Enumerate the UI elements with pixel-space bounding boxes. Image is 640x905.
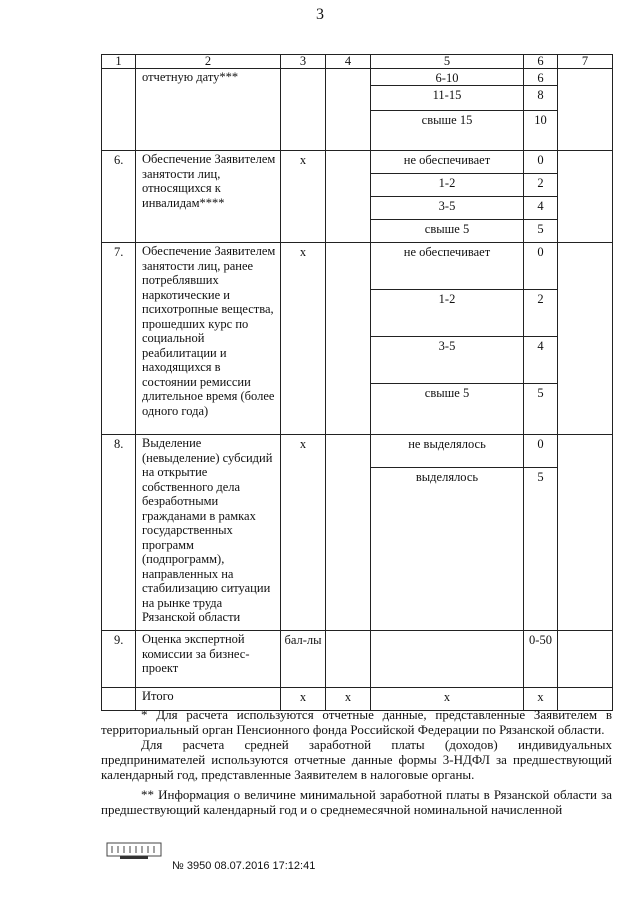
footnote-2: ** Информация о величине минимальной заработной платы в Рязанской области за предшествующий календарный год и о среднемесячной номинальной начисленной	[101, 787, 612, 817]
unit-cell: x	[281, 688, 326, 711]
option-score: 4	[524, 197, 557, 220]
option-text: x	[443, 690, 451, 704]
option-text: 3-5	[371, 197, 523, 220]
weight-cell	[326, 243, 371, 435]
criterion-label: Оценка экспертной комиссии за бизнес-проект	[136, 631, 281, 688]
scores-cell	[524, 631, 558, 688]
option-score: 4	[524, 337, 557, 384]
options-cell	[371, 151, 524, 243]
option-score: 5	[537, 386, 544, 400]
header-cell: 6	[524, 55, 558, 69]
option-score: 8	[524, 86, 557, 111]
option-text: не выделялось	[371, 435, 523, 468]
registration-stamp: № 3950 08.07.2016 17:12:41	[172, 860, 316, 872]
option-score: x	[537, 690, 544, 704]
government-seal-icon	[106, 840, 162, 860]
option-score: 6	[524, 69, 557, 86]
row-number	[102, 69, 136, 151]
unit-cell: x	[281, 435, 326, 631]
table-row	[102, 435, 613, 631]
option-text: 11-15	[371, 86, 523, 111]
weight-cell	[326, 69, 371, 151]
option-text: свыше 5	[424, 222, 470, 236]
option-text: свыше 15	[421, 113, 473, 127]
option-score: 2	[524, 174, 557, 197]
options-cell	[371, 243, 524, 435]
criterion-label: Выделение (невыделение) субсидий на открытие собственного дела безработными гражданами в рамках государственных программ (подпрограмм), направленных на стабилизацию ситуации на рынке труда Рязанской области	[136, 435, 281, 631]
unit-cell	[281, 69, 326, 151]
scores-cell	[524, 243, 558, 435]
table-row	[102, 69, 613, 151]
criterion-label: Итого	[136, 688, 281, 711]
criteria-table	[101, 54, 613, 711]
row-number: 9.	[102, 631, 136, 688]
weight-cell	[326, 631, 371, 688]
option-score: 0	[524, 435, 557, 468]
header-cell: 3	[281, 55, 326, 69]
header-cell: 5	[371, 55, 524, 69]
criterion-label: Обеспечение Заявителем занятости лиц, ранее потреблявших наркотические и психотропные вещества, прошедших курс по социальной реабилитации и находящихся в состоянии ремиссии длительное время (более одного года)	[136, 243, 281, 435]
options-cell	[371, 435, 524, 631]
table-row	[102, 151, 613, 243]
option-score: 5	[537, 470, 544, 484]
empty-cell	[558, 69, 613, 151]
option-score: 0	[524, 243, 557, 290]
scores-cell	[524, 435, 558, 631]
empty-cell	[558, 243, 613, 435]
option-text: свыше 5	[424, 386, 470, 400]
footnote-1-continued: Для расчета средней заработной платы (доходов) индивидуальных предпринимателей используются отчетные данные формы 3-НДФЛ за предшествующий календарный год, представленные Заявителем в налоговые органы.	[101, 737, 612, 782]
options-cell	[371, 69, 524, 151]
option-text: 6-10	[371, 69, 523, 86]
option-score: 5	[537, 222, 544, 236]
option-text: 3-5	[371, 337, 523, 384]
option-score: 0-50	[529, 633, 552, 647]
empty-cell	[558, 435, 613, 631]
options-cell	[371, 631, 524, 688]
unit-cell: бал-лы	[281, 631, 326, 688]
option-text: 1-2	[371, 290, 523, 337]
table-row	[102, 243, 613, 435]
unit-cell: x	[281, 151, 326, 243]
option-text: выделялось	[415, 470, 479, 484]
unit-cell: x	[281, 243, 326, 435]
empty-cell	[558, 631, 613, 688]
header-cell: 2	[136, 55, 281, 69]
criterion-label: Обеспечение Заявителем занятости лиц, относящихся к инвалидам****	[136, 151, 281, 243]
option-score: 10	[534, 113, 547, 127]
header-cell: 1	[102, 55, 136, 69]
footnotes	[101, 707, 612, 817]
page-number: 3	[316, 6, 324, 23]
empty-cell	[558, 151, 613, 243]
row-number: 7.	[102, 243, 136, 435]
row-number: 8.	[102, 435, 136, 631]
option-text: 1-2	[371, 174, 523, 197]
header-cell: 4	[326, 55, 371, 69]
option-score: 2	[524, 290, 557, 337]
option-text	[371, 631, 523, 687]
table-row	[102, 631, 613, 688]
option-text: не обеспечивает	[371, 243, 523, 290]
option-score: 0	[524, 151, 557, 174]
criterion-label: отчетную дату***	[136, 69, 281, 151]
footnote-1: * Для расчета используются отчетные данные, представленные Заявителем в территориальный орган Пенсионного фонда Российской Федерации по Рязанской области.	[101, 707, 612, 737]
option-text: не обеспечивает	[371, 151, 523, 174]
row-number: 6.	[102, 151, 136, 243]
header-cell: 7	[558, 55, 613, 69]
weight-cell	[326, 435, 371, 631]
scores-cell	[524, 69, 558, 151]
weight-cell	[326, 151, 371, 243]
scores-cell	[524, 151, 558, 243]
weight-cell: x	[326, 688, 371, 711]
